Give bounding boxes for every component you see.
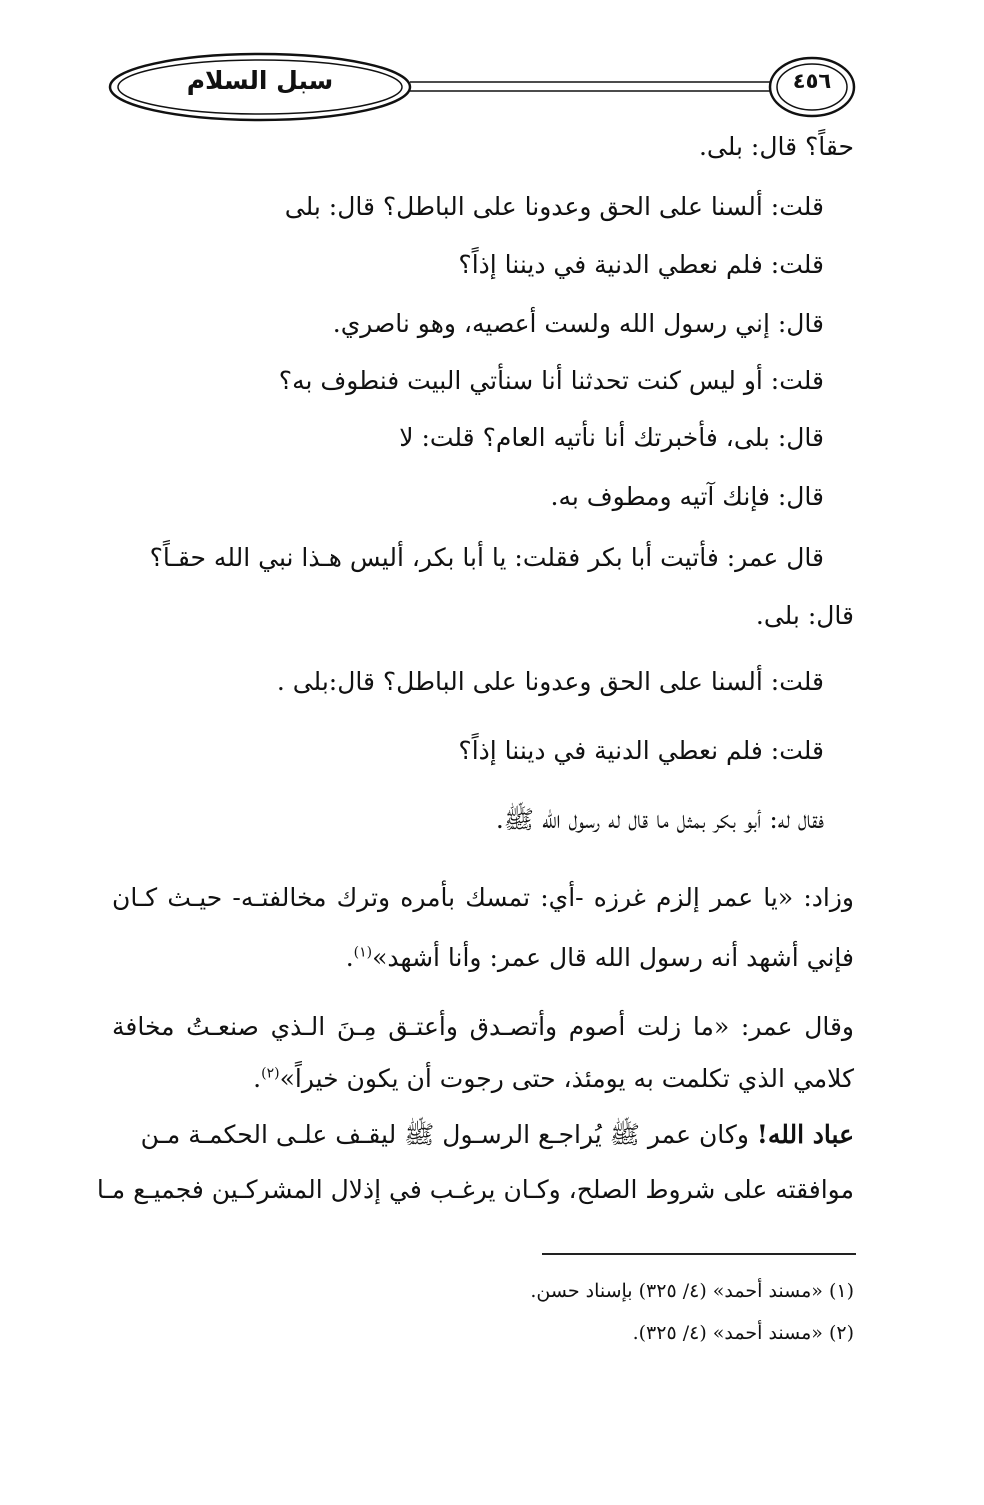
body-line: قلت: ألسنا على الحق وعدونا على الباطل؟ قال:بلى . [276,667,824,696]
lead-phrase: عباد الله! [756,1120,854,1149]
running-title: سبل السلام [186,66,334,95]
footnote: (٢) «مسند أحمد» (٤/ ٣٢٥). [632,1322,854,1344]
body-line: قلت: فلم نعطي الدنية في ديننا إذاً؟ [458,250,824,279]
body-line: قال عمر: فأتيت أبا بكر فقلت: يا أبا بكر، أليس هـذا نبي الله حقـاً؟ [149,543,824,572]
page-header [0,0,984,140]
body-line: قال: فإنك آتيه ومطوف به. [550,482,824,511]
body-line: قلت: فلم نعطي الدنية في ديننا إذاً؟ [458,736,824,765]
footnote: (١) «مسند أحمد» (٤/ ٣٢٥) بإسناد حسن. [530,1280,854,1302]
footnote-separator [542,1253,856,1255]
body-line [112,1120,854,1150]
footnote-ref: (٢) [261,1065,280,1082]
body-line: وقال عمر: «ما زلت أصوم وأتصـدق وأعتـق مِـنَ الـذي صنعـتُ مخافة [112,1012,854,1041]
sentence-end: . [253,1064,262,1093]
body-line: قال: بلى، فأخبرتك أنا نأتيه العام؟ قلت: لا [399,423,824,452]
body-line: موافقته على شروط الصلح، وكـان يرغـب في إذلال المشركـين فجميـع مـا [96,1175,854,1204]
body-line: قلت: ألسنا على الحق وعدونا على الباطل؟ قال: بلى [284,192,824,221]
line-text: فإني أشهد أنه رسول الله قال عمر: وأنا أشهد» [372,943,854,972]
body-line: قلت: أو ليس كنت تحدثنا أنا سنأتي البيت فنطوف به؟ [278,366,824,395]
sentence-end: . [345,943,354,972]
body-line [253,1064,854,1094]
body-line: قال: بلى. [755,601,854,630]
body-line: حقاً؟ قال: بلى. [698,132,854,161]
body-line: وزاد: «يا عمر إلزم غرزه -أي: تمسك بأمره وترك مخالفتـه- حيـث كـان [112,883,854,912]
body-line [346,943,854,973]
body-line: قال: إني رسول الله ولست أعصيه، وهو ناصري. [332,309,824,338]
line-text: وكان عمر ﷺ يُراجـع الرسـول ﷺ ليقـف علـى الحكمـة مـن [140,1120,749,1149]
footnote-ref: (١) [353,944,373,961]
body-line: فقال له: أبو بكر بمثل ما قال له رسول الله ﷺ. [495,805,824,834]
line-text: كلامي الذي تكلمت به يومئذ، حتى رجوت أن يكون خيراً» [279,1064,854,1093]
page-number: ٤٥٦ [792,69,832,93]
